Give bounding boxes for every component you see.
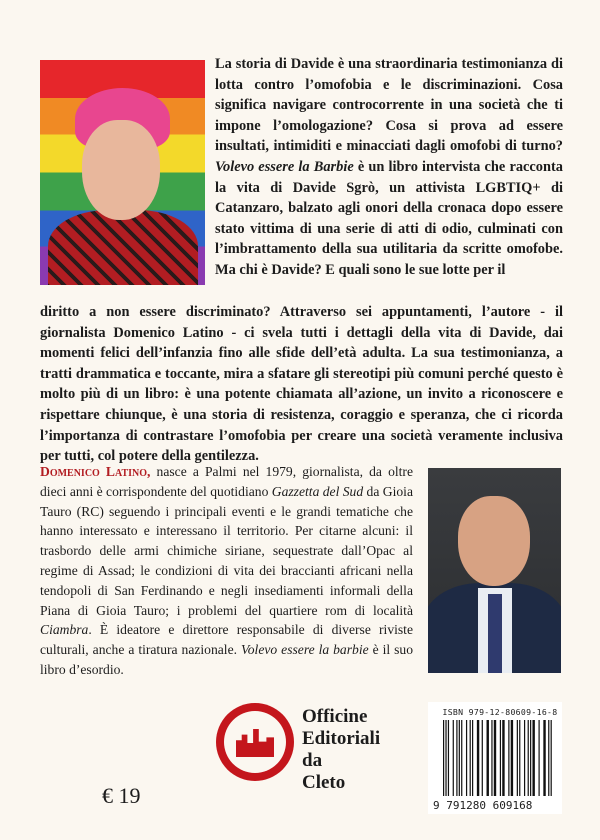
barcode-bar (538, 720, 539, 796)
plaid-shirt (48, 210, 198, 285)
isbn-label: ISBN 979-12-80609-16-8 (442, 707, 558, 717)
tie (488, 594, 502, 673)
barcode-bar (500, 720, 501, 796)
barcode-bar (448, 720, 449, 796)
barcode-bar (466, 720, 467, 796)
author-bio: Domenico Latino, nasce a Palmi nel 1979, giornalista, da oltre dieci anni è corrispondente del quotidiano Gazzetta del Sud da Gioia Tauro (RC) seguendo i principali eventi e le grandi tematiche che hanno interessato e interessano il territorio. Per citarne alcuni: il trasbordo delle armi chimiche siriane, sequestrate dall’Opac al regime di Assad; le condizioni di vita dei braccianti africani nella tendopoli di San Ferdinando e negli insediamenti informali della Piana di Gioia Tauro; i problemi del quartiere rom di località Ciambra. È ideatore e direttore responsabile di diverse riviste culturali, anche a tiratura nazionale. Volevo essere la barbie è il suo libro d’esordio. (40, 464, 414, 677)
barcode-bar (443, 720, 444, 796)
author-head (458, 496, 530, 586)
author-photo (428, 468, 561, 673)
barcode-bar (524, 720, 525, 796)
barcode-bar (445, 720, 446, 796)
activist-photo (40, 60, 205, 285)
barcode-bar (543, 720, 545, 796)
barcode-digits: 9 791280 609168 (433, 799, 533, 812)
publisher-name: Officine Editoriali da Cleto (302, 706, 381, 793)
barcode-bars (443, 720, 553, 796)
barcode (428, 702, 562, 814)
publisher-seal-icon (216, 703, 294, 781)
barcode-bar (470, 720, 471, 796)
barcode-bar (453, 720, 454, 796)
barcode-bar (502, 720, 504, 796)
barcode-bar (519, 720, 520, 796)
barcode-bar (548, 720, 549, 796)
book-title: Volevo essere la Barbie (215, 158, 354, 175)
book-description-bottom: diritto a non essere discriminato? Attraverso sei appuntamenti, l’autore - il giornalista Domenico Latino - ci svela tutti i dettagli della vita di Davide, dai momenti felici dell’infanzia fino alle sfide dell’età adulta. La sua testimonianza, a tratti drammatica e toccante, mira a sfatare gli stereotipi più comuni perché questo è molto più di un libro: è una potente chiamata all’azione, un invito a riconoscere e rispettare chiunque, è una storia di resistenza, coraggio e speranza, che ci ricorda l’importanza di contrastare l’omofobia per creare una società veramente inclusiva per tutti, col potere della gentilezza. (40, 304, 563, 465)
barcode-bar (508, 720, 509, 796)
barcode-bar (511, 720, 513, 796)
barcode-bar (482, 720, 483, 796)
barcode-bar (459, 720, 460, 796)
barcode-bar (461, 720, 462, 796)
book-description-top: La storia di Davide è una straordinaria testimonianza di lotta contro l’omofobia e le discriminazioni. Cosa significa navigare controcorrente in una società che ti impone l’omologazione? Cosa si prova ad essere insultati, intimiditi e minacciati dagli omofobi di turno? Volevo essere la Barbie è un libro intervista che racconta la vita di Davide Sgrò, un attivista LGBTIQ+ di Catanzaro, balzato agli onori della cronaca dopo essere stato vittima di una serie di atti di odio, culminati con l’imbrattamento della sua utilitaria da scritte omofobe. Ma chi è Davide? E quali sono le sue lotte per il (215, 56, 563, 278)
barcode-bar (456, 720, 457, 796)
barcode-bar (491, 720, 492, 796)
face (82, 120, 160, 220)
barcode-bar (517, 720, 518, 796)
price: € 19 (102, 783, 141, 808)
barcode-bar (532, 720, 534, 796)
barcode-bar (472, 720, 473, 796)
barcode-bar (551, 720, 552, 796)
barcode-bar (530, 720, 531, 796)
barcode-bar (528, 720, 529, 796)
barcode-bar (487, 720, 489, 796)
author-name: Domenico Latino, (40, 464, 151, 479)
barcode-bar (477, 720, 479, 796)
barcode-bar (494, 720, 496, 796)
